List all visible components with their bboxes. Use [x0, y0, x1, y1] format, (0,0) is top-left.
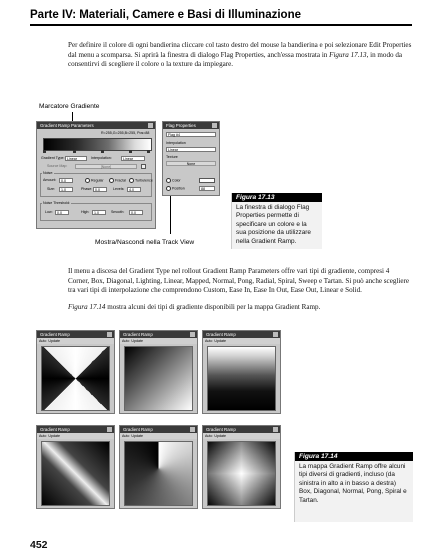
low-input[interactable]: 0.0: [55, 210, 69, 215]
figure-ref-17-14: Figura 17.14: [68, 303, 106, 311]
close-icon[interactable]: [190, 427, 195, 432]
paragraph-gradient-types: Il menu a discesa del Gradient Type nel rollout Gradient Ramp Parameters offre vari tipi di gradiente, compresi 4 Corner, Box, Diagonal, Lighting, Linear, Mapped, Normal, Pong, Radial, Spiral, Sweep e Tartan. Si può anche scegliere tra vari tipi di interpolazione che comprendono Custom, Ease In, Ease In Out, Ease Out, Linear e Solid.: [68, 267, 409, 295]
flag-position-row: Position: [166, 186, 185, 191]
high-input[interactable]: 1.0: [92, 210, 106, 215]
source-map-checkbox[interactable]: [141, 164, 146, 169]
gradient-thumb-normal: Gradient Ramp Auto Update: [202, 330, 281, 414]
tartan-gradient-preview: [207, 441, 276, 506]
figure-ref-17-13: Figura 17.13: [329, 50, 367, 59]
box-gradient-preview: [41, 346, 110, 411]
page-number: 452: [30, 539, 48, 551]
flag-color-row: Color: [166, 178, 181, 183]
flag-texture-button[interactable]: None: [166, 161, 216, 166]
close-icon[interactable]: [212, 123, 217, 128]
flag-position-input[interactable]: 88: [199, 186, 215, 191]
figure-17-13-tag: Figura 17.13: [232, 193, 322, 202]
close-icon[interactable]: [107, 332, 112, 337]
gradient-type-label: Gradient Type:: [41, 156, 65, 160]
close-icon[interactable]: [273, 332, 278, 337]
interpolation-label: Interpolation:: [91, 156, 112, 160]
figure-17-14-tag: Figura 17.14: [295, 452, 413, 461]
gradient-flag-marker[interactable]: [147, 150, 150, 153]
gradient-flag-marker[interactable]: [43, 150, 46, 153]
levels-label: Levels:: [113, 187, 125, 191]
figure-17-13-text: La finestra di dialogo Flag Properties permette di specificare un colore e la sua posizione da utilizzare nella Gradient Ramp.: [236, 204, 311, 245]
smooth-label: Smooth:: [111, 210, 125, 214]
amount-input[interactable]: 0.0: [59, 178, 73, 183]
thumb-toolbar: Auto Update: [203, 433, 280, 439]
gradient-flag-marker[interactable]: [73, 150, 76, 153]
close-icon[interactable]: [273, 427, 278, 432]
flag-texture-label: Texture: [166, 155, 178, 159]
source-map-label: Source Map:: [47, 164, 68, 168]
phase-input[interactable]: 0.0: [93, 187, 107, 192]
thumb-toolbar: Auto Update: [120, 433, 197, 439]
radio-icon: [85, 178, 90, 183]
noise-group: [40, 173, 152, 197]
gradient-thumb-pong: Gradient Ramp Auto Update: [36, 425, 115, 509]
flag-properties-panel: [162, 121, 220, 196]
pong-gradient-preview: [41, 441, 110, 506]
gradient-thumb-box: Gradient Ramp Auto Update: [36, 330, 115, 414]
smooth-input[interactable]: 0.0: [129, 210, 143, 215]
radio-icon[interactable]: [166, 178, 171, 183]
thumb-toolbar: Auto Update: [37, 338, 114, 344]
noise-threshold-label: Noise Threshold:: [43, 201, 71, 205]
flag-select[interactable]: Flag #4: [166, 132, 216, 137]
close-icon[interactable]: [107, 427, 112, 432]
figure-17-13-caption: [231, 193, 322, 249]
source-map-button[interactable]: [None]: [75, 164, 137, 169]
gradient-flag-marker[interactable]: [129, 150, 132, 153]
gradient-type-dropdown[interactable]: Linear: [65, 156, 87, 161]
collapse-icon[interactable]: [148, 123, 153, 128]
flag-interpolation-label: Interpolation: [166, 141, 186, 145]
size-input[interactable]: 1.0: [59, 187, 73, 192]
thumb-toolbar: Auto Update: [120, 338, 197, 344]
radio-icon: [129, 178, 134, 183]
gradient-panel-titlebar: Gradient Ramp Parameters: [37, 122, 155, 129]
thumb-toolbar: Auto Update: [203, 338, 280, 344]
close-icon[interactable]: [190, 332, 195, 337]
gradient-thumb-spiral: Gradient Ramp Auto Update: [119, 425, 198, 509]
callout-line-trackview: [170, 196, 171, 234]
gradient-thumb-tartan: Gradient Ramp Auto Update: [202, 425, 281, 509]
gradient-ramp-parameters-panel: [36, 121, 156, 229]
figure-17-14-text: La mappa Gradient Ramp offre alcuni tipi diversi di gradienti, incluso (da sinistra in alto a in basso a destra) Box, Diagonal, Normal, Pong, Spiral e Tartan.: [299, 463, 407, 504]
label-marcatore-gradiente: Marcatore Gradiente: [39, 103, 100, 110]
gradient-flags-row: [43, 150, 150, 154]
gradient-thumb-diagonal: Gradient Ramp Auto Update: [119, 330, 198, 414]
thumb-toolbar: Auto Update: [37, 433, 114, 439]
noise-type-turbulence[interactable]: Turbulence: [129, 178, 153, 183]
header-rule: [30, 24, 412, 26]
flag-color-swatch[interactable]: [199, 178, 215, 183]
gradient-readout: R=255,G=255,B=255, Pos=88: [101, 131, 150, 135]
radio-icon[interactable]: [166, 186, 171, 191]
diagonal-gradient-preview: [124, 346, 193, 411]
radio-icon: [109, 178, 114, 183]
label-track-view: Mostra/Nascondi nella Track View: [95, 239, 195, 246]
levels-input[interactable]: 4.0: [127, 187, 141, 192]
page-header-title: Parte IV: Materiali, Camere e Basi di Illuminazione: [30, 9, 301, 21]
flag-interpolation-dropdown[interactable]: Linear: [166, 147, 216, 152]
noise-group-label: Noise:: [43, 171, 54, 175]
amount-label: Amount:: [43, 178, 57, 182]
paragraph-figure-17-14: Figura 17.14 mostra alcuni dei tipi di gradiente disponibili per la mappa Gradient Ramp.: [68, 303, 321, 311]
figure-17-14-caption: [294, 452, 413, 522]
paragraph-flag-properties: Per definire il colore di ogni bandierina cliccare col tasto destro del mouse la bandierina e poi selezionare Edit Properties dal menu a scomparsa. Si aprirà la finestra di dialogo Flag Properties, anch'essa mostrata in Figura 17.13, in modo da consentirvi di scegliere il colore o la texture da impiegare.: [68, 41, 412, 69]
normal-gradient-preview: [207, 346, 276, 411]
gradient-flag-marker[interactable]: [101, 150, 104, 153]
phase-label: Phase:: [81, 187, 93, 191]
size-label: Size:: [47, 187, 55, 191]
spiral-gradient-preview: [124, 441, 193, 506]
noise-type-fractal[interactable]: Fractal: [109, 178, 126, 183]
low-label: Low:: [45, 210, 53, 214]
noise-type-regular[interactable]: Regular: [85, 178, 104, 183]
interpolation-dropdown[interactable]: Linear: [121, 156, 145, 161]
flag-panel-titlebar: Flag Properties: [163, 122, 219, 129]
high-label: High:: [81, 210, 90, 214]
